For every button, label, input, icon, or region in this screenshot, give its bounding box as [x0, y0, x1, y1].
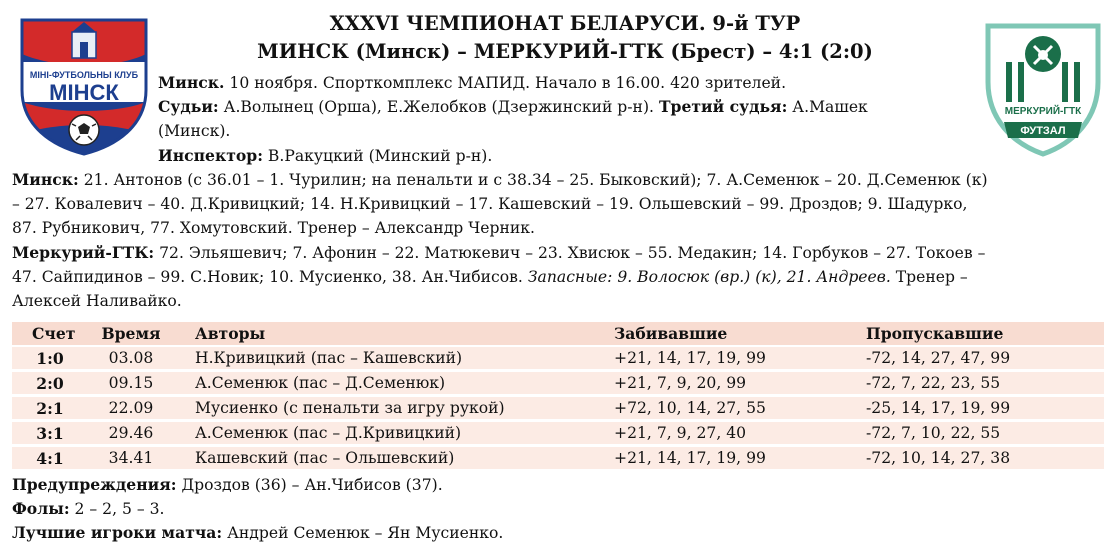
- warnings-line: Предупреждения: Дроздов (36) – Ан.Чибисов (37).: [12, 475, 443, 494]
- header-authors: Авторы: [195, 324, 266, 343]
- row-conceders: -72, 7, 22, 23, 55: [866, 374, 1001, 392]
- merkury-lineup-line3: Алексей Наливайко.: [12, 292, 182, 310]
- row-scorers: +72, 10, 14, 27, 55: [614, 399, 766, 417]
- match-title: МИНСК (Минск) – МЕРКУРИЙ-ГТК (Брест) – 4:1 (2:0): [257, 40, 873, 63]
- football-icon: [69, 115, 99, 145]
- row-time: 29.46: [108, 424, 154, 442]
- championship-title: XXXVI ЧЕМПИОНАТ БЕЛАРУСИ. 9-й ТУР: [329, 12, 801, 35]
- row-author: А.Семенюк (пас – Д.Семенюк): [195, 374, 446, 392]
- row-score: 4:1: [36, 449, 64, 468]
- minsk-lineup-line3: 87. Рубникович, 77. Хомутовский. Тренер – Александр Черник.: [12, 219, 535, 237]
- svg-text:МІНІ-ФУТБОЛЬНЫ КЛУБ: МІНІ-ФУТБОЛЬНЫ КЛУБ: [29, 70, 139, 80]
- best-players-line: Лучшие игроки матча: Андрей Семенюк – Ян Мусиенко.: [12, 523, 504, 542]
- row-author: Н.Кривицкий (пас – Кашевский): [195, 349, 463, 367]
- minsk-club-logo: [16, 14, 152, 156]
- header-time: Время: [101, 324, 161, 343]
- row-score: 2:0: [36, 374, 64, 393]
- emblem-icon: [1025, 36, 1061, 72]
- minsk-lineup-line1: Минск: 21. Антонов (с 36.01 – 1. Чурилин; на пенальти и с 38.34 – 25. Быковский); 7. А.Семенюк – 20. Д.Семенюк (к): [12, 170, 988, 189]
- table-row: [12, 397, 1104, 419]
- row-time: 22.09: [108, 399, 154, 417]
- venue-line: Минск. 10 ноября. Спорткомплекс МАПИД. Начало в 16.00. 420 зрителей.: [158, 73, 787, 92]
- row-conceders: -25, 14, 17, 19, 99: [866, 399, 1011, 417]
- table-row: [12, 447, 1104, 469]
- svg-text:МІНСК: МІНСК: [49, 80, 119, 105]
- row-score: 3:1: [36, 424, 64, 443]
- row-conceders: -72, 14, 27, 47, 99: [866, 349, 1011, 367]
- table-row: [12, 372, 1104, 394]
- referees-line: Судьи: А.Волынец (Орша), Е.Желобков (Дзержинский р-н). Третий судья: А.Машек: [158, 97, 868, 116]
- row-time: 09.15: [108, 374, 154, 392]
- row-scorers: +21, 7, 9, 20, 99: [614, 374, 747, 392]
- row-conceders: -72, 10, 14, 27, 38: [866, 449, 1011, 467]
- row-time: 34.41: [108, 449, 154, 467]
- row-scorers: +21, 7, 9, 27, 40: [614, 424, 747, 442]
- row-author: Кашевский (пас – Ольшевский): [195, 449, 455, 467]
- merkury-lineup-line2: 47. Сайпидинов – 99. С.Новик; 10. Мусиенко, 38. Ан.Чибисов. Запасные: 9. Волосюк (вр.) (к), 21. Андреев. Тренер –: [12, 268, 968, 286]
- header-score: Счет: [32, 324, 76, 343]
- header-conceders: Пропускавшие: [866, 324, 1004, 343]
- row-scorers: +21, 14, 17, 19, 99: [614, 449, 766, 467]
- merkury-gtk-logo: [982, 22, 1104, 158]
- row-author: Мусиенко (с пенальти за игру рукой): [195, 399, 505, 417]
- header-scorers: Забивавшие: [614, 324, 728, 343]
- row-score: 1:0: [36, 349, 64, 368]
- referees-line-cont: (Минск).: [158, 122, 231, 140]
- svg-text:ФУТЗАЛ: ФУТЗАЛ: [1020, 125, 1066, 137]
- row-conceders: -72, 7, 10, 22, 55: [866, 424, 1001, 442]
- svg-text:МЕРКУРИЙ-ГТК: МЕРКУРИЙ-ГТК: [1004, 106, 1082, 117]
- row-time: 03.08: [108, 349, 154, 367]
- merkury-lineup-line1: Меркурий-ГТК: 72. Эльяшевич; 7. Афонин – 22. Матюкевич – 23. Хвисюк – 55. Медакин; 14. Горбуков – 27. Токоев –: [12, 243, 986, 262]
- goals-table-header: [12, 322, 1104, 345]
- table-row: [12, 347, 1104, 369]
- row-score: 2:1: [36, 399, 64, 418]
- table-row: [12, 422, 1104, 444]
- minsk-lineup-line2: – 27. Ковалевич – 40. Д.Кривицкий; 14. Н.Кривицкий – 17. Кашевский – 19. Ольшевский – 99. Дроздов; 9. Шадурко,: [12, 195, 968, 213]
- row-scorers: +21, 14, 17, 19, 99: [614, 349, 766, 367]
- row-author: А.Семенюк (пас – Д.Кривицкий): [195, 424, 462, 442]
- inspector-line: Инспектор: В.Ракуцкий (Минский р-н).: [158, 146, 493, 165]
- fouls-line: Фолы: 2 – 2, 5 – 3.: [12, 499, 165, 518]
